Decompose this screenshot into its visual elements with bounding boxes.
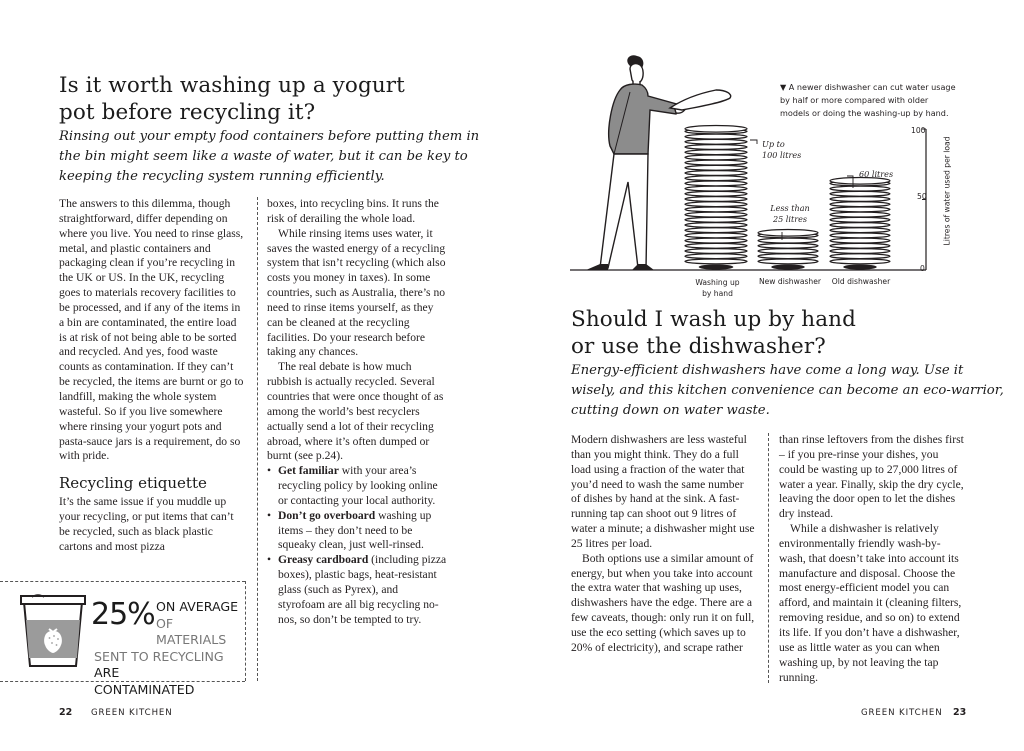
stat-percentage: 25% bbox=[91, 597, 155, 632]
plate bbox=[830, 223, 890, 228]
right-page-number: 23 bbox=[953, 707, 967, 718]
right-column-2 bbox=[779, 433, 967, 685]
plate bbox=[685, 228, 747, 233]
plate bbox=[830, 254, 890, 259]
right-headline-line-1: Should I wash up by hand bbox=[571, 307, 856, 332]
stat-box-top-border bbox=[0, 581, 245, 582]
bar-label-hand bbox=[762, 139, 801, 160]
plate bbox=[758, 243, 818, 248]
tip-text: with your area’s recycling policy by looking online or contacting your local authority. bbox=[278, 464, 438, 507]
plate bbox=[685, 259, 747, 264]
x-category-label-old: Old dishwasher bbox=[831, 277, 891, 286]
right-headline bbox=[571, 306, 971, 360]
plate bbox=[758, 259, 818, 264]
stat-line-3 bbox=[94, 649, 244, 682]
plate bbox=[758, 238, 818, 243]
left-col1-paragraph-2: It’s the same issue if you muddle up your recycling, or put items that can’t be recycled, such as black plastic cartons and most pizza bbox=[59, 495, 234, 553]
bar-3-plate-stack bbox=[830, 178, 890, 270]
plate bbox=[685, 155, 747, 160]
left-running-footer: GREEN KITCHEN bbox=[91, 708, 173, 718]
left-deck-line-1: Rinsing out your empty food containers before putting them in bbox=[59, 129, 480, 144]
bar-label-new bbox=[770, 203, 810, 224]
plate bbox=[685, 217, 747, 222]
tip-bold-lead: Don’t go overboard bbox=[278, 508, 376, 522]
recycling-tips-list bbox=[267, 464, 447, 627]
stat-line-3-bold: ARE bbox=[94, 665, 120, 680]
y-axis-label: Litres of water used per load bbox=[942, 136, 952, 246]
x-category-label-new: New dishwasher bbox=[758, 277, 822, 286]
right-col1-paragraph-1: Modern dishwashers are less wasteful than you might think. They do a full load using a fraction of the water that you’d need to wash the same number of dishes by hand at the sink. A fast-running tap can shoot out 9 litres of water a minute; a dishwasher might use 25 litres per load. bbox=[571, 433, 755, 550]
bar-label-hand-line-1: Up to bbox=[762, 139, 785, 149]
left-deck bbox=[59, 127, 480, 186]
recycling-etiquette-subhead: Recycling etiquette bbox=[59, 474, 207, 493]
left-page-number: 22 bbox=[59, 707, 73, 718]
list-item bbox=[267, 509, 447, 554]
stat-line-1: ON AVERAGE bbox=[156, 599, 239, 614]
stat-line-4: CONTAMINATED bbox=[94, 681, 195, 697]
plate bbox=[685, 197, 747, 202]
plate bbox=[685, 202, 747, 207]
plate bbox=[685, 145, 747, 150]
plate bbox=[685, 139, 747, 144]
plate bbox=[830, 197, 890, 202]
plate bbox=[830, 202, 890, 207]
plate bbox=[830, 238, 890, 243]
left-headline-line-2: pot before recycling it? bbox=[59, 100, 316, 125]
plate bbox=[758, 249, 818, 254]
y-tick-label: 50 bbox=[917, 192, 927, 201]
bar-label-new-line-1: Less than bbox=[770, 203, 810, 213]
tip-text: washing up items – they don’t need to be squeaky clean, just well-rinsed. bbox=[278, 508, 432, 552]
chart-caption-line-3: models or doing the washing-up by hand. bbox=[780, 108, 949, 119]
stat-line-2: OF MATERIALS bbox=[156, 615, 227, 647]
y-tick-label: 0 bbox=[920, 264, 925, 273]
column-divider-left bbox=[257, 197, 258, 681]
plate bbox=[830, 259, 890, 264]
chart-caption-line-2: by half or more compared with older bbox=[780, 95, 929, 106]
left-column-1 bbox=[59, 197, 244, 555]
right-col2-paragraph-2: While a dishwasher is relatively environmentally friendly wash-by-wash, that doesn’t take into account its manufacture and disposal. Choose the most energy-efficient model you can afford, and maintain it (cleaning filters, removing residue, and so on) to extend its life. If you don’t have a dishwasher, use as little water as you can when washing up, by not leaving the tap running. bbox=[779, 522, 962, 684]
plate bbox=[685, 150, 747, 155]
left-deck-line-2: the bin might seem like a waste of water, but it can be key to bbox=[59, 148, 468, 164]
plate bbox=[685, 243, 747, 248]
plate bbox=[685, 171, 747, 176]
right-column-1 bbox=[571, 433, 756, 656]
chart-caption-line-1: ▼ A newer dishwasher can cut water usage bbox=[780, 82, 956, 92]
plate bbox=[685, 165, 747, 170]
plate bbox=[830, 243, 890, 248]
bar-label-new-line-2: 25 litres bbox=[772, 213, 808, 224]
plate bbox=[830, 191, 890, 196]
plate bbox=[685, 223, 747, 228]
plate bbox=[685, 191, 747, 196]
plate bbox=[685, 238, 747, 243]
plate bbox=[685, 207, 747, 212]
plate bbox=[685, 176, 747, 181]
bar-label-hand-line-2: 100 litres bbox=[762, 149, 802, 160]
left-deck-line-3: keeping the recycling system running efficiently. bbox=[59, 168, 385, 184]
plate bbox=[685, 233, 747, 238]
top-plate bbox=[685, 126, 747, 133]
bar-1-plate-stack bbox=[685, 126, 747, 270]
plate bbox=[830, 233, 890, 238]
list-item bbox=[267, 553, 447, 627]
right-deck-line-2: wisely, and this kitchen convenience can become an eco-warrior, bbox=[571, 382, 1004, 398]
right-col1-paragraph-2: Both options use a similar amount of energy, but when you take into account the extra water that washing up uses, dishwashers have the edge. There are a few caveats, though: only run it on full, use the eco setting (which saves up to 20% of electricity), and scrape rather bbox=[571, 551, 755, 654]
stat-line-3-dim: SENT TO RECYCLING bbox=[94, 648, 224, 664]
plate bbox=[758, 254, 818, 259]
right-col2-paragraph-1: than rinse leftovers from the dishes first – if you pre-rinse your dishes, you could be wasting up to 27,000 litres of water a year. Finally, skip the dry cycle, leaving the door open to let the dishes dry instead. bbox=[779, 433, 964, 521]
x-category-label-hand-line-1: Washing up bbox=[695, 278, 740, 287]
plate bbox=[685, 254, 747, 259]
plate bbox=[685, 186, 747, 191]
right-headline-line-2: or use the dishwasher? bbox=[571, 334, 826, 359]
plate bbox=[685, 249, 747, 254]
plate bbox=[830, 228, 890, 233]
yogurt-pot-icon bbox=[18, 592, 88, 672]
x-category-label-hand-line-2: by hand bbox=[702, 289, 733, 298]
tip-text: (including pizza boxes), plastic bags, heat-resistant glass (such as Pyrex), and styrofoam are all big recycling no-nos, so don’t be tempted to try. bbox=[278, 553, 447, 626]
plate bbox=[685, 134, 747, 139]
left-headline-line-1: Is it worth washing up a yogurt bbox=[59, 73, 405, 98]
plate bbox=[830, 249, 890, 254]
list-item bbox=[267, 464, 447, 509]
x-category-label-hand bbox=[690, 277, 745, 299]
plate bbox=[685, 160, 747, 165]
right-deck-line-1: Energy-efficient dishwashers have come a long way. Use it bbox=[571, 363, 964, 378]
right-running-footer: GREEN KITCHEN bbox=[861, 708, 943, 718]
bar-2-plate-stack bbox=[758, 230, 818, 270]
stat-text bbox=[94, 599, 244, 698]
plate bbox=[830, 207, 890, 212]
tip-bold-lead: Get familiar bbox=[278, 464, 339, 478]
stat-box-right-border bbox=[245, 581, 246, 681]
right-deck-line-3: cutting down on water waste. bbox=[571, 402, 770, 418]
tip-bold-lead: Greasy cardboard bbox=[278, 553, 369, 567]
stack-foot bbox=[699, 264, 734, 269]
plate bbox=[685, 181, 747, 186]
stack-foot bbox=[843, 264, 877, 269]
annotation-leader-hand bbox=[750, 140, 757, 144]
column-divider-right bbox=[768, 433, 769, 683]
plate bbox=[830, 212, 890, 217]
left-col2-paragraph-3: The real debate is how much rubbish is actually recycled. Several countries that were once thought of as among the world’s best recyclers actually send a lot of their recycling abroad, where it’s often dumped or burnt (see p.24). bbox=[267, 360, 444, 463]
top-plate bbox=[758, 230, 818, 237]
plate bbox=[685, 212, 747, 217]
left-column-2 bbox=[267, 197, 447, 627]
left-headline bbox=[59, 72, 459, 126]
plate bbox=[830, 186, 890, 191]
plate bbox=[830, 217, 890, 222]
y-tick-label: 100 bbox=[911, 126, 926, 135]
left-col2-paragraph-1: boxes, into recycling bins. It runs the risk of derailing the whole load. bbox=[267, 197, 439, 225]
left-col1-paragraph-1: The answers to this dilemma, though straightforward, differ depending on where you live. You need to rinse glass, metal, and plastic containers and packaging clean if you’re recycling in the UK or US. In the UK, recycling goes to materials recovery facilities to be processed, and if any of the items in a bin are contaminated, the entire load is at risk of not being able to be sorted and recycled. And yes, food waste counts as contamination. If they can’t be recycled, the items are burnt or go to landfill, making the whole system wasteful. So if you live somewhere where rinsing your yogurt pots and pasta-sauce jars is a requirement, do so with pride. bbox=[59, 197, 244, 463]
stack-foot bbox=[771, 264, 805, 269]
right-deck bbox=[571, 361, 1004, 420]
left-col2-paragraph-2: While rinsing items uses water, it saves the wasted energy of a recycling system that isn’t recycling (which also costs you money in taxes). In some countries, such as Australia, there’s no need to rinse items yourself, as they can be cleaned at the recycling facilities. Do your research before taking any chances. bbox=[267, 226, 446, 359]
chart-caption bbox=[780, 81, 990, 121]
bar-label-old: 60 litres bbox=[859, 169, 894, 179]
